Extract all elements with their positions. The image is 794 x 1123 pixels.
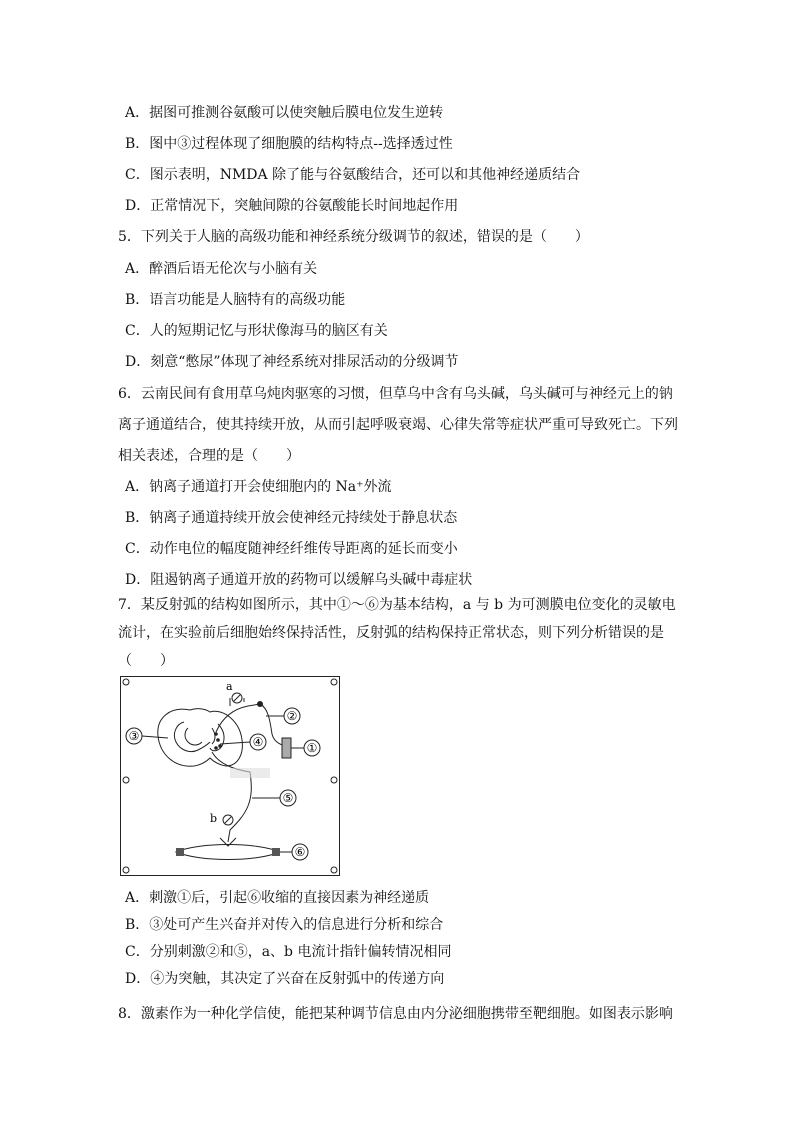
q7-stem-line-2: 流计，在实验前后细胞始终保持活性，反射弧的结构保持正常状态，则下列分析错误的是 — [118, 625, 664, 641]
reflex-arc-diagram — [120, 676, 340, 876]
q6-option-d: D．阻遏钠离子通道开放的药物可以缓解乌头碱中毒症状 — [125, 572, 473, 588]
q4-option-a: A．据图可推测谷氨酸可以使突触后膜电位发生逆转 — [125, 105, 444, 121]
q4-option-d: D．正常情况下，突触间隙的谷氨酸能长时间地起作用 — [125, 198, 459, 214]
label-3: ③ — [128, 729, 140, 743]
q6-option-a: A．钠离子通道打开会使细胞内的 Na⁺外流 — [125, 479, 392, 495]
q5-option-d: D．刻意“憋尿”体现了神经系统对排尿活动的分级调节 — [125, 354, 459, 370]
label-5: ⑤ — [282, 791, 294, 805]
q4-option-c: C．图示表明，NMDA 除了能与谷氨酸结合，还可以和其他神经递质结合 — [125, 167, 581, 183]
q6-stem-line-1: 6．云南民间有食用草乌炖肉驱寒的习惯，但草乌中含有乌头碱，乌头碱可与神经元上的钠 — [118, 386, 673, 402]
q7-option-c: C．分别刺激②和⑤，a、b 电流计指针偏转情况相同 — [125, 944, 452, 960]
q6-stem-line-2: 离子通道结合，使其持续开放，从而引起呼吸衰竭、心律失常等症状严重可导致死亡。下列 — [118, 417, 678, 433]
label-1: ① — [306, 741, 318, 755]
spinal-cord-gray-matter — [158, 709, 243, 767]
q5-option-a: A．醉酒后语无伦次与小脑有关 — [125, 261, 318, 277]
q4-option-b: B．图中③过程体现了细胞膜的结构特点--选择透过性 — [125, 136, 453, 152]
muscle-effector — [176, 845, 280, 860]
q7-option-a: A．刺激①后，引起⑥收缩的直接因素为神经递质 — [125, 890, 430, 906]
label-b: b — [210, 812, 218, 825]
label-6: ⑥ — [294, 845, 306, 859]
q5-stem: 5．下列关于人脑的高级功能和神经系统分级调节的叙述，错误的是（ ） — [118, 229, 589, 245]
q6-stem-line-3: 相关表述，合理的是（ ） — [118, 448, 300, 464]
q8-stem: 8．激素作为一种化学信使，能把某种调节信息由内分泌细胞携带至靶细胞。如图表示影响 — [118, 1006, 673, 1022]
label-2: ② — [286, 709, 298, 723]
q5-option-c: C．人的短期记忆与形状像海马的脑区有关 — [125, 323, 388, 339]
label-a: a — [226, 680, 233, 693]
q7-stem-line-3: （ ） — [118, 653, 174, 669]
q7-option-d: D．④为突触，其决定了兴奋在反射弧中的传递方向 — [125, 971, 445, 987]
q7-option-b: B．③处可产生兴奋并对传入的信息进行分析和综合 — [125, 917, 444, 933]
q7-stem-line-1: 7．某反射弧的结构如图所示，其中①～⑥为基本结构，a 与 b 为可测膜电位变化的灵敏电 — [118, 597, 676, 613]
q5-option-b: B．语言功能是人脑特有的高级功能 — [125, 292, 346, 308]
q6-option-b: B．钠离子通道持续开放会使神经元持续处于静息状态 — [125, 510, 458, 526]
q6-option-c: C．动作电位的幅度随神经纤维传导距离的延长而变小 — [125, 541, 458, 557]
label-4: ④ — [252, 735, 264, 749]
